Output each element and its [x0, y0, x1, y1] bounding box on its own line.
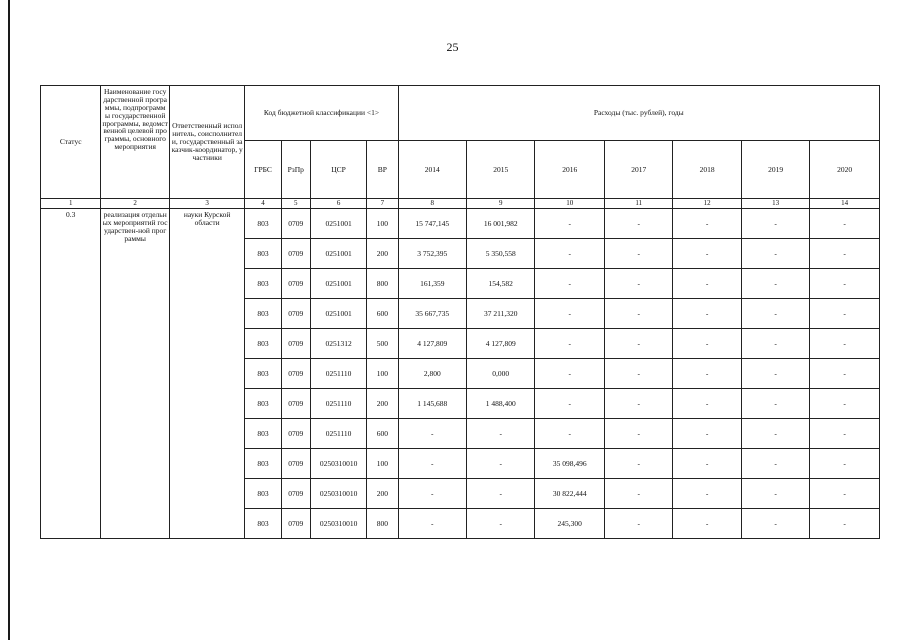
cell-2019: - — [741, 299, 809, 329]
cell-2015: 1 488,400 — [467, 389, 535, 419]
cell-2015: - — [467, 509, 535, 539]
cell-2019: - — [741, 479, 809, 509]
column-number: 2 — [101, 199, 169, 209]
cell-2018: - — [673, 449, 741, 479]
cell-grbs: 803 — [245, 299, 281, 329]
cell-rzpr: 0709 — [281, 299, 310, 329]
page-edge-line — [8, 0, 10, 640]
cell-2017: - — [604, 419, 672, 449]
cell-grbs: 803 — [245, 389, 281, 419]
group-executor: науки Курской области — [169, 209, 245, 539]
cell-csr: 0251110 — [310, 389, 366, 419]
cell-csr: 0251001 — [310, 239, 366, 269]
column-number: 7 — [367, 199, 398, 209]
cell-vr: 600 — [367, 419, 398, 449]
column-number: 9 — [467, 199, 535, 209]
cell-csr: 0251001 — [310, 299, 366, 329]
cell-2018: - — [673, 299, 741, 329]
cell-grbs: 803 — [245, 419, 281, 449]
cell-2014: 35 667,735 — [398, 299, 466, 329]
cell-grbs: 803 — [245, 479, 281, 509]
cell-vr: 100 — [367, 359, 398, 389]
cell-csr: 0251110 — [310, 359, 366, 389]
column-number: 12 — [673, 199, 741, 209]
header-expenses: Расходы (тыс. рублей), годы — [398, 86, 879, 141]
cell-vr: 200 — [367, 239, 398, 269]
cell-2014: 3 752,395 — [398, 239, 466, 269]
cell-rzpr: 0709 — [281, 209, 310, 239]
cell-2019: - — [741, 209, 809, 239]
cell-rzpr: 0709 — [281, 419, 310, 449]
cell-rzpr: 0709 — [281, 389, 310, 419]
cell-2018: - — [673, 359, 741, 389]
header-budget-code: Код бюджетной классификации <1> — [245, 86, 398, 141]
cell-vr: 800 — [367, 269, 398, 299]
cell-2015: - — [467, 479, 535, 509]
cell-grbs: 803 — [245, 239, 281, 269]
page-number: 25 — [446, 40, 459, 54]
cell-2015: 4 127,809 — [467, 329, 535, 359]
column-number: 4 — [245, 199, 281, 209]
cell-2020: - — [810, 269, 880, 299]
cell-vr: 600 — [367, 299, 398, 329]
cell-2014: 2,800 — [398, 359, 466, 389]
header-year: 2018 — [673, 141, 741, 199]
cell-vr: 100 — [367, 209, 398, 239]
cell-2019: - — [741, 449, 809, 479]
cell-2017: - — [604, 389, 672, 419]
cell-2018: - — [673, 419, 741, 449]
cell-rzpr: 0709 — [281, 509, 310, 539]
column-number: 6 — [310, 199, 366, 209]
header-vr: ВР — [367, 141, 398, 199]
cell-2014: 4 127,809 — [398, 329, 466, 359]
column-number: 3 — [169, 199, 245, 209]
cell-2017: - — [604, 479, 672, 509]
cell-2014: - — [398, 449, 466, 479]
cell-grbs: 803 — [245, 209, 281, 239]
cell-2020: - — [810, 299, 880, 329]
cell-2014: 15 747,145 — [398, 209, 466, 239]
cell-2020: - — [810, 389, 880, 419]
cell-2020: - — [810, 419, 880, 449]
cell-2016: - — [535, 269, 604, 299]
cell-2015: 16 001,982 — [467, 209, 535, 239]
cell-2019: - — [741, 509, 809, 539]
cell-2020: - — [810, 329, 880, 359]
cell-csr: 0250310010 — [310, 509, 366, 539]
cell-csr: 0251312 — [310, 329, 366, 359]
cell-grbs: 803 — [245, 359, 281, 389]
header-rzpr: РзПр — [281, 141, 310, 199]
cell-2019: - — [741, 419, 809, 449]
cell-vr: 500 — [367, 329, 398, 359]
header-year: 2014 — [398, 141, 466, 199]
cell-grbs: 803 — [245, 329, 281, 359]
cell-2017: - — [604, 239, 672, 269]
group-program-name: реализация отдельных мероприятий государствен-ной программы — [101, 209, 169, 539]
cell-2016: - — [535, 419, 604, 449]
cell-2019: - — [741, 329, 809, 359]
cell-csr: 0250310010 — [310, 479, 366, 509]
cell-2015: 154,582 — [467, 269, 535, 299]
cell-rzpr: 0709 — [281, 449, 310, 479]
cell-2020: - — [810, 209, 880, 239]
cell-2019: - — [741, 359, 809, 389]
cell-vr: 200 — [367, 389, 398, 419]
cell-csr: 0251001 — [310, 269, 366, 299]
cell-2017: - — [604, 449, 672, 479]
header-year: 2020 — [810, 141, 880, 199]
cell-grbs: 803 — [245, 509, 281, 539]
header-year: 2019 — [741, 141, 809, 199]
header-csr: ЦСР — [310, 141, 366, 199]
cell-2017: - — [604, 209, 672, 239]
cell-2014: 1 145,688 — [398, 389, 466, 419]
cell-2016: 30 822,444 — [535, 479, 604, 509]
cell-2014: - — [398, 479, 466, 509]
cell-rzpr: 0709 — [281, 269, 310, 299]
cell-2016: 245,300 — [535, 509, 604, 539]
cell-vr: 100 — [367, 449, 398, 479]
cell-2015: 5 350,558 — [467, 239, 535, 269]
cell-grbs: 803 — [245, 269, 281, 299]
cell-2016: - — [535, 239, 604, 269]
cell-rzpr: 0709 — [281, 329, 310, 359]
cell-2016: 35 098,496 — [535, 449, 604, 479]
cell-2014: - — [398, 419, 466, 449]
header-year: 2017 — [604, 141, 672, 199]
cell-2020: - — [810, 239, 880, 269]
cell-2019: - — [741, 389, 809, 419]
column-number: 1 — [41, 199, 101, 209]
header-program-name: Наименование государственной программы, подпрограммы государственной программы, ведомственной целевой программы, основного мероприятия — [101, 86, 169, 199]
cell-2015: 37 211,320 — [467, 299, 535, 329]
column-number: 11 — [604, 199, 672, 209]
cell-2017: - — [604, 299, 672, 329]
cell-2014: - — [398, 509, 466, 539]
header-status: Статус — [41, 86, 101, 199]
column-number: 5 — [281, 199, 310, 209]
cell-2016: - — [535, 329, 604, 359]
cell-2015: 0,000 — [467, 359, 535, 389]
cell-2017: - — [604, 269, 672, 299]
group-status: 0.3 — [41, 209, 101, 539]
column-number-row — [41, 199, 880, 209]
cell-2019: - — [741, 269, 809, 299]
cell-2015: - — [467, 449, 535, 479]
cell-rzpr: 0709 — [281, 239, 310, 269]
cell-2016: - — [535, 389, 604, 419]
cell-csr: 0251110 — [310, 419, 366, 449]
cell-2020: - — [810, 509, 880, 539]
cell-csr: 0250310010 — [310, 449, 366, 479]
header-year: 2016 — [535, 141, 604, 199]
column-number: 13 — [741, 199, 809, 209]
cell-2019: - — [741, 239, 809, 269]
column-number: 8 — [398, 199, 466, 209]
cell-2020: - — [810, 449, 880, 479]
cell-2018: - — [673, 269, 741, 299]
header-executor: Ответственный исполнитель, соисполнители, государственный заказчик-координатор, участники — [169, 86, 245, 199]
cell-2018: - — [673, 389, 741, 419]
cell-vr: 800 — [367, 509, 398, 539]
cell-2018: - — [673, 479, 741, 509]
cell-grbs: 803 — [245, 449, 281, 479]
cell-2017: - — [604, 329, 672, 359]
cell-2016: - — [535, 209, 604, 239]
cell-2020: - — [810, 359, 880, 389]
cell-vr: 200 — [367, 479, 398, 509]
cell-2017: - — [604, 509, 672, 539]
cell-2017: - — [604, 359, 672, 389]
cell-csr: 0251001 — [310, 209, 366, 239]
cell-2020: - — [810, 479, 880, 509]
cell-2018: - — [673, 329, 741, 359]
header-row-1 — [41, 86, 880, 141]
column-number: 10 — [535, 199, 604, 209]
header-grbs: ГРБС — [245, 141, 281, 199]
column-number: 14 — [810, 199, 880, 209]
header-year: 2015 — [467, 141, 535, 199]
cell-rzpr: 0709 — [281, 359, 310, 389]
cell-2016: - — [535, 359, 604, 389]
cell-2015: - — [467, 419, 535, 449]
cell-2018: - — [673, 239, 741, 269]
cell-2018: - — [673, 509, 741, 539]
cell-rzpr: 0709 — [281, 479, 310, 509]
budget-table — [40, 85, 880, 539]
cell-2016: - — [535, 299, 604, 329]
cell-2014: 161,359 — [398, 269, 466, 299]
table-row — [41, 209, 880, 239]
cell-2018: - — [673, 209, 741, 239]
